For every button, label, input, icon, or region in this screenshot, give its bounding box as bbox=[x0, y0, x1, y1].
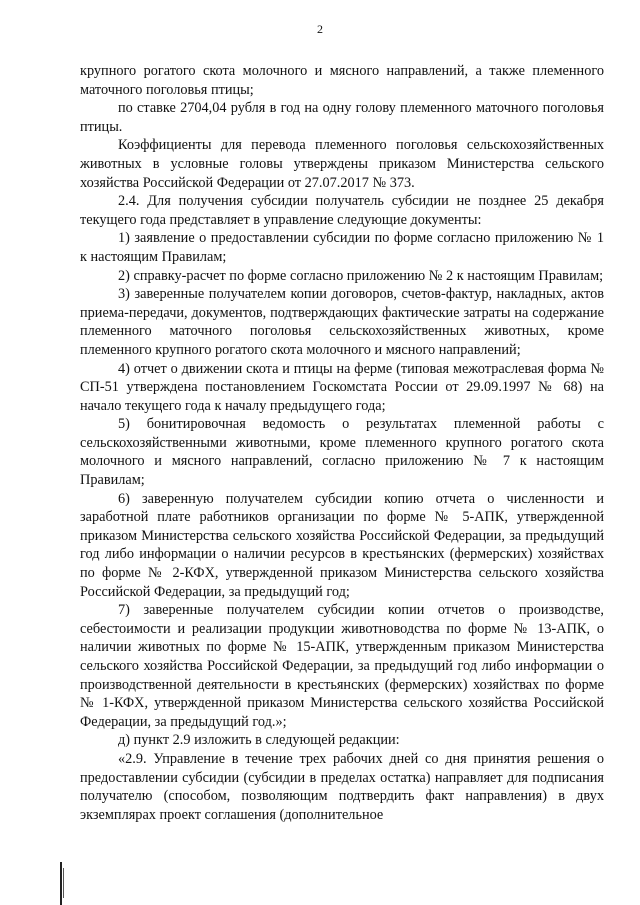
paragraph-coefficients: Коэффициенты для перевода племенного поголовья сельскохозяйственных животных в условные головы утверждены приказом Министерства сельского хозяйства Российской Федерации от 27.07.2017 № 373. bbox=[80, 137, 604, 191]
list-item-3-contracts: 3) заверенные получателем копии договоров, счетов-фактур, накладных, актов приема-передачи, документов, подтверждающих фактические затраты на содержание племенного маточного поголовья сельскохозяйственных животных, кроме племенного крупного рогатого скота молочного и мясного направлений; bbox=[80, 286, 604, 358]
paragraph-amendment-2-9: д) пункт 2.9 изложить в следующей редакции: bbox=[118, 732, 400, 749]
list-item-4-livestock-report: 4) отчет о движении скота и птицы на ферме (типовая межотраслевая форма № СП-51 утверждена постановлением Госкомстата России от 29.09.1997 № 68) на начало текущего года к началу предыдущего года; bbox=[80, 360, 604, 414]
list-item-1-application: 1) заявление о предоставлении субсидии по форме согласно приложению № 1 к настоящим Правилам; bbox=[80, 230, 604, 265]
page-number: 2 bbox=[317, 22, 323, 36]
paragraph-2-4: 2.4. Для получения субсидии получатель субсидии не позднее 25 декабря текущего года представляет в управление следующие документы: bbox=[80, 193, 604, 228]
document-body bbox=[80, 62, 604, 824]
paragraph-2-9-text: «2.9. Управление в течение трех рабочих дней со дня принятия решения о предоставлении субсидии (субсидии в пределах остатка) направляет для подписания получателю (способом, позволяющим подтвердить факт направления) в двух экземплярах проект соглашения (дополнительное bbox=[80, 750, 604, 823]
list-item-7-production-report: 7) заверенные получателем субсидии копии отчетов о производстве, себестоимости и реализации продукции животноводства по форме № 13-АПК, о наличии животных по форме № 15-АПК, утвержденным приказом Министерства сельского хозяйства Российской Федерации, за предыдущий год либо информации о производственной деятельности в крестьянских (фермерских) хозяйствах по форме № 1-КФХ, утвержденной приказом Министерства сельского хозяйства Российской Федерации, за предыдущий год.»; bbox=[80, 602, 604, 730]
list-item-2-calculation: 2) справку-расчет по форме согласно приложению № 2 к настоящим Правилам; bbox=[118, 267, 604, 284]
list-item-6-staff-report: 6) заверенную получателем субсидии копию отчета о численности и заработной плате работников организации по форме № 5-АПК, утвержденной приказом Министерства сельского хозяйства Российской Федерации, за предыдущий год либо информации о наличии ресурсов в крестьянских (фермерских) хозяйствах по форме № 2-КФХ, утвержденной приказом Министерства сельского хозяйства Российской Федерации, за предыдущий год; bbox=[80, 490, 604, 600]
paragraph-continuation-cattle: крупного рогатого скота молочного и мясного направлений, а также племенного маточного поголовья птицы; bbox=[80, 63, 604, 98]
paragraph-poultry-rate: по ставке 2704,04 рубля в год на одну голову племенного маточного поголовья птицы. bbox=[80, 100, 604, 135]
scan-edge-mark bbox=[60, 862, 62, 905]
list-item-5-appraisal: 5) бонитировочная ведомость о результатах племенной работы с сельскохозяйственными животными, кроме племенного крупного рогатого скота молочного и мясного направлений, согласно приложению № 7 к настоящим Правилам; bbox=[80, 416, 604, 489]
